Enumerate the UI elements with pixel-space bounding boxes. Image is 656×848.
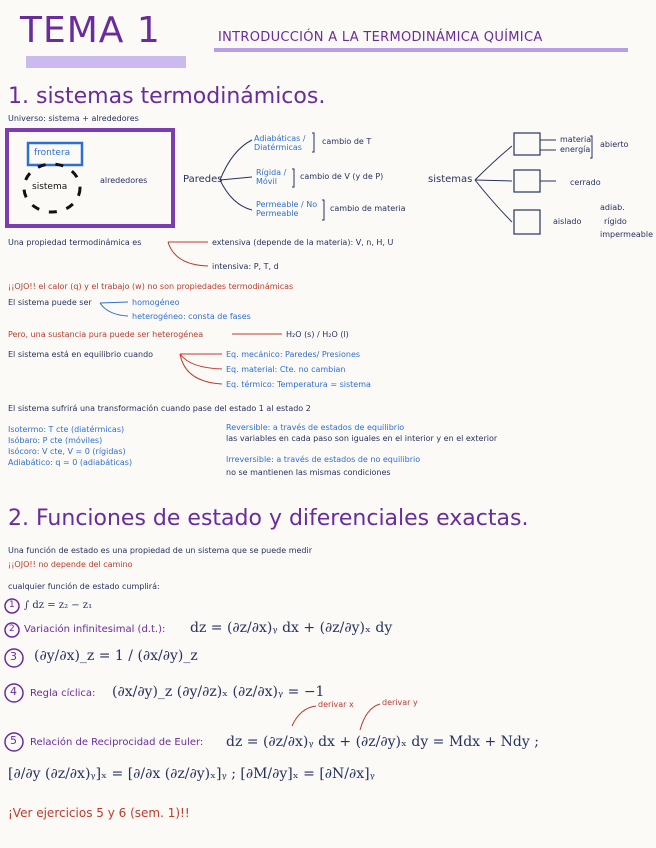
funcion-def: Una función de estado es una propiedad de un sistema que se puede medir bbox=[8, 546, 313, 555]
ojo-calor: ¡¡OJO!! el calor (q) y el trabajo (w) no son propiedades termodinámicas bbox=[8, 282, 294, 291]
derivar-y: derivar y bbox=[382, 698, 418, 707]
sis-energia: energía bbox=[560, 145, 591, 154]
page-title: TEMA 1 bbox=[20, 10, 161, 51]
sis-rigido: rígido bbox=[604, 217, 627, 226]
paredes-arrow-1 bbox=[220, 140, 252, 180]
eq-termico: Eq. térmico: Temperatura = sistema bbox=[226, 380, 371, 389]
sistemas-label: sistemas bbox=[428, 174, 473, 185]
paredes-arrow-3 bbox=[220, 180, 252, 210]
pero-eq: H₂O (s) / H₂O (l) bbox=[286, 330, 349, 339]
pared-3: Permeable / No Permeable bbox=[256, 200, 318, 218]
section2-heading: 2. Funciones de estado y diferenciales exactas. bbox=[8, 506, 529, 531]
funcion-cumple: cualquier función de estado cumplirá: bbox=[8, 582, 160, 591]
irreversible-1: Irreversible: a través de estados de no equilibrio bbox=[226, 455, 421, 464]
num-4: 4 bbox=[10, 685, 17, 698]
item4-eq: (∂x/∂y)_z (∂y/∂z)ₓ (∂z/∂x)ᵧ = −1 bbox=[112, 684, 325, 700]
item1-eq: ∫ dz = z₂ − z₁ bbox=[24, 600, 93, 611]
propiedad-extensiva: extensiva (depende de la materia): V, n, H, U bbox=[212, 238, 394, 247]
sistemas-arrow-3 bbox=[475, 180, 512, 222]
proceso-adiabatico: Adiabático: q = 0 (adiabáticas) bbox=[8, 458, 133, 467]
propiedad-intro: Una propiedad termodinámica es bbox=[8, 238, 142, 247]
sistema-label: sistema bbox=[32, 182, 68, 192]
item3-eq: (∂y/∂x)_z = 1 / (∂x/∂y)_z bbox=[34, 648, 198, 664]
pared-1: Adiabáticas / Diatérmicas bbox=[254, 134, 306, 152]
irreversible-2: no se mantienen las mismas condiciones bbox=[226, 468, 391, 477]
transformacion: El sistema sufrirá una transformación cuando pase del estado 1 al estado 2 bbox=[8, 404, 311, 413]
proceso-isotermo: Isotermo: T cte (diatérmicas) bbox=[8, 425, 125, 434]
num-1: 1 bbox=[9, 600, 15, 610]
pero-pura: Pero, una sustancia pura puede ser heterogénea bbox=[8, 330, 204, 339]
ver-ejercicios: ¡Ver ejercicios 5 y 6 (sem. 1)!! bbox=[8, 806, 190, 820]
funcion-ojo: ¡¡OJO!! no depende del camino bbox=[8, 560, 133, 569]
sis-aislado: aislado bbox=[553, 217, 582, 226]
euler-eq: [∂/∂y (∂z/∂x)ᵧ]ₓ = [∂/∂x (∂z/∂y)ₓ]ᵧ ; [∂M/∂y]ₓ = [∂N/∂x]ᵧ bbox=[8, 766, 375, 782]
pared-2-note: cambio de V (y de P) bbox=[300, 172, 384, 181]
item5-label: Relación de Reciprocidad de Euler: bbox=[30, 737, 204, 748]
frontera-label: frontera bbox=[34, 148, 71, 158]
item5-eq: dz = (∂z/∂x)ᵧ dx + (∂z/∂y)ₓ dy = Mdx + Ndy ; bbox=[226, 734, 539, 750]
sistemas-arrow-2 bbox=[475, 180, 512, 181]
sis-imper: impermeable bbox=[600, 230, 654, 239]
propiedad-intensiva: intensiva: P, T, d bbox=[212, 262, 279, 271]
alrededores-label: alrededores bbox=[100, 176, 148, 185]
equilibrio-intro: El sistema está en equilibrio cuando bbox=[8, 350, 154, 359]
sistemas-arrow-1 bbox=[475, 146, 512, 180]
universo-note: Universo: sistema + alrededores bbox=[8, 114, 139, 123]
item2-label: Variación infinitesimal (d.t.): bbox=[24, 624, 166, 635]
reversible-1: Reversible: a través de estados de equilibrio bbox=[226, 423, 405, 432]
title-highlight bbox=[26, 56, 186, 68]
num-2: 2 bbox=[9, 624, 15, 634]
fases-hetero: heterogéneo: consta de fases bbox=[132, 312, 251, 321]
paredes-label: Paredes bbox=[183, 174, 223, 185]
eq-material: Eq. material: Cte. no cambian bbox=[226, 365, 346, 374]
isolated-system-box bbox=[514, 210, 540, 234]
reversible-2: las variables en cada paso son iguales en el interior y en el exterior bbox=[226, 434, 498, 443]
num-5: 5 bbox=[10, 734, 17, 747]
sis-abierto: abierto bbox=[600, 140, 629, 149]
pared-2: Rígida / Móvil bbox=[256, 168, 287, 186]
paredes-arrow-2 bbox=[220, 177, 252, 180]
sis-adiab: adiab. bbox=[600, 203, 625, 212]
proceso-isocoro: Isócoro: V cte, V = 0 (rígidas) bbox=[8, 447, 126, 456]
eq-mecanico: Eq. mecánico: Paredes/ Presiones bbox=[226, 350, 361, 359]
pared-3-note: cambio de materia bbox=[330, 204, 406, 213]
derivar-x: derivar x bbox=[318, 700, 354, 709]
section1-heading: 1. sistemas termodinámicos. bbox=[8, 84, 326, 109]
pared-1-note: cambio de T bbox=[322, 137, 372, 146]
proceso-isobaro: Isóbaro: P cte (móviles) bbox=[8, 436, 103, 445]
item4-label: Regla cíclica: bbox=[30, 688, 96, 699]
fases-homo: homogéneo bbox=[132, 298, 180, 307]
sis-cerrado: cerrado bbox=[570, 178, 601, 187]
system-box-border bbox=[7, 130, 173, 226]
closed-system-box bbox=[514, 170, 540, 192]
item2-eq: dz = (∂z/∂x)ᵧ dx + (∂z/∂y)ₓ dy bbox=[190, 620, 393, 636]
open-system-box bbox=[514, 133, 540, 155]
num-3: 3 bbox=[10, 650, 17, 663]
fases-intro: El sistema puede ser bbox=[8, 298, 92, 307]
page-subtitle: INTRODUCCIÓN A LA TERMODINÁMICA QUÍMICA bbox=[218, 30, 543, 45]
sis-materia: materia bbox=[560, 135, 592, 144]
